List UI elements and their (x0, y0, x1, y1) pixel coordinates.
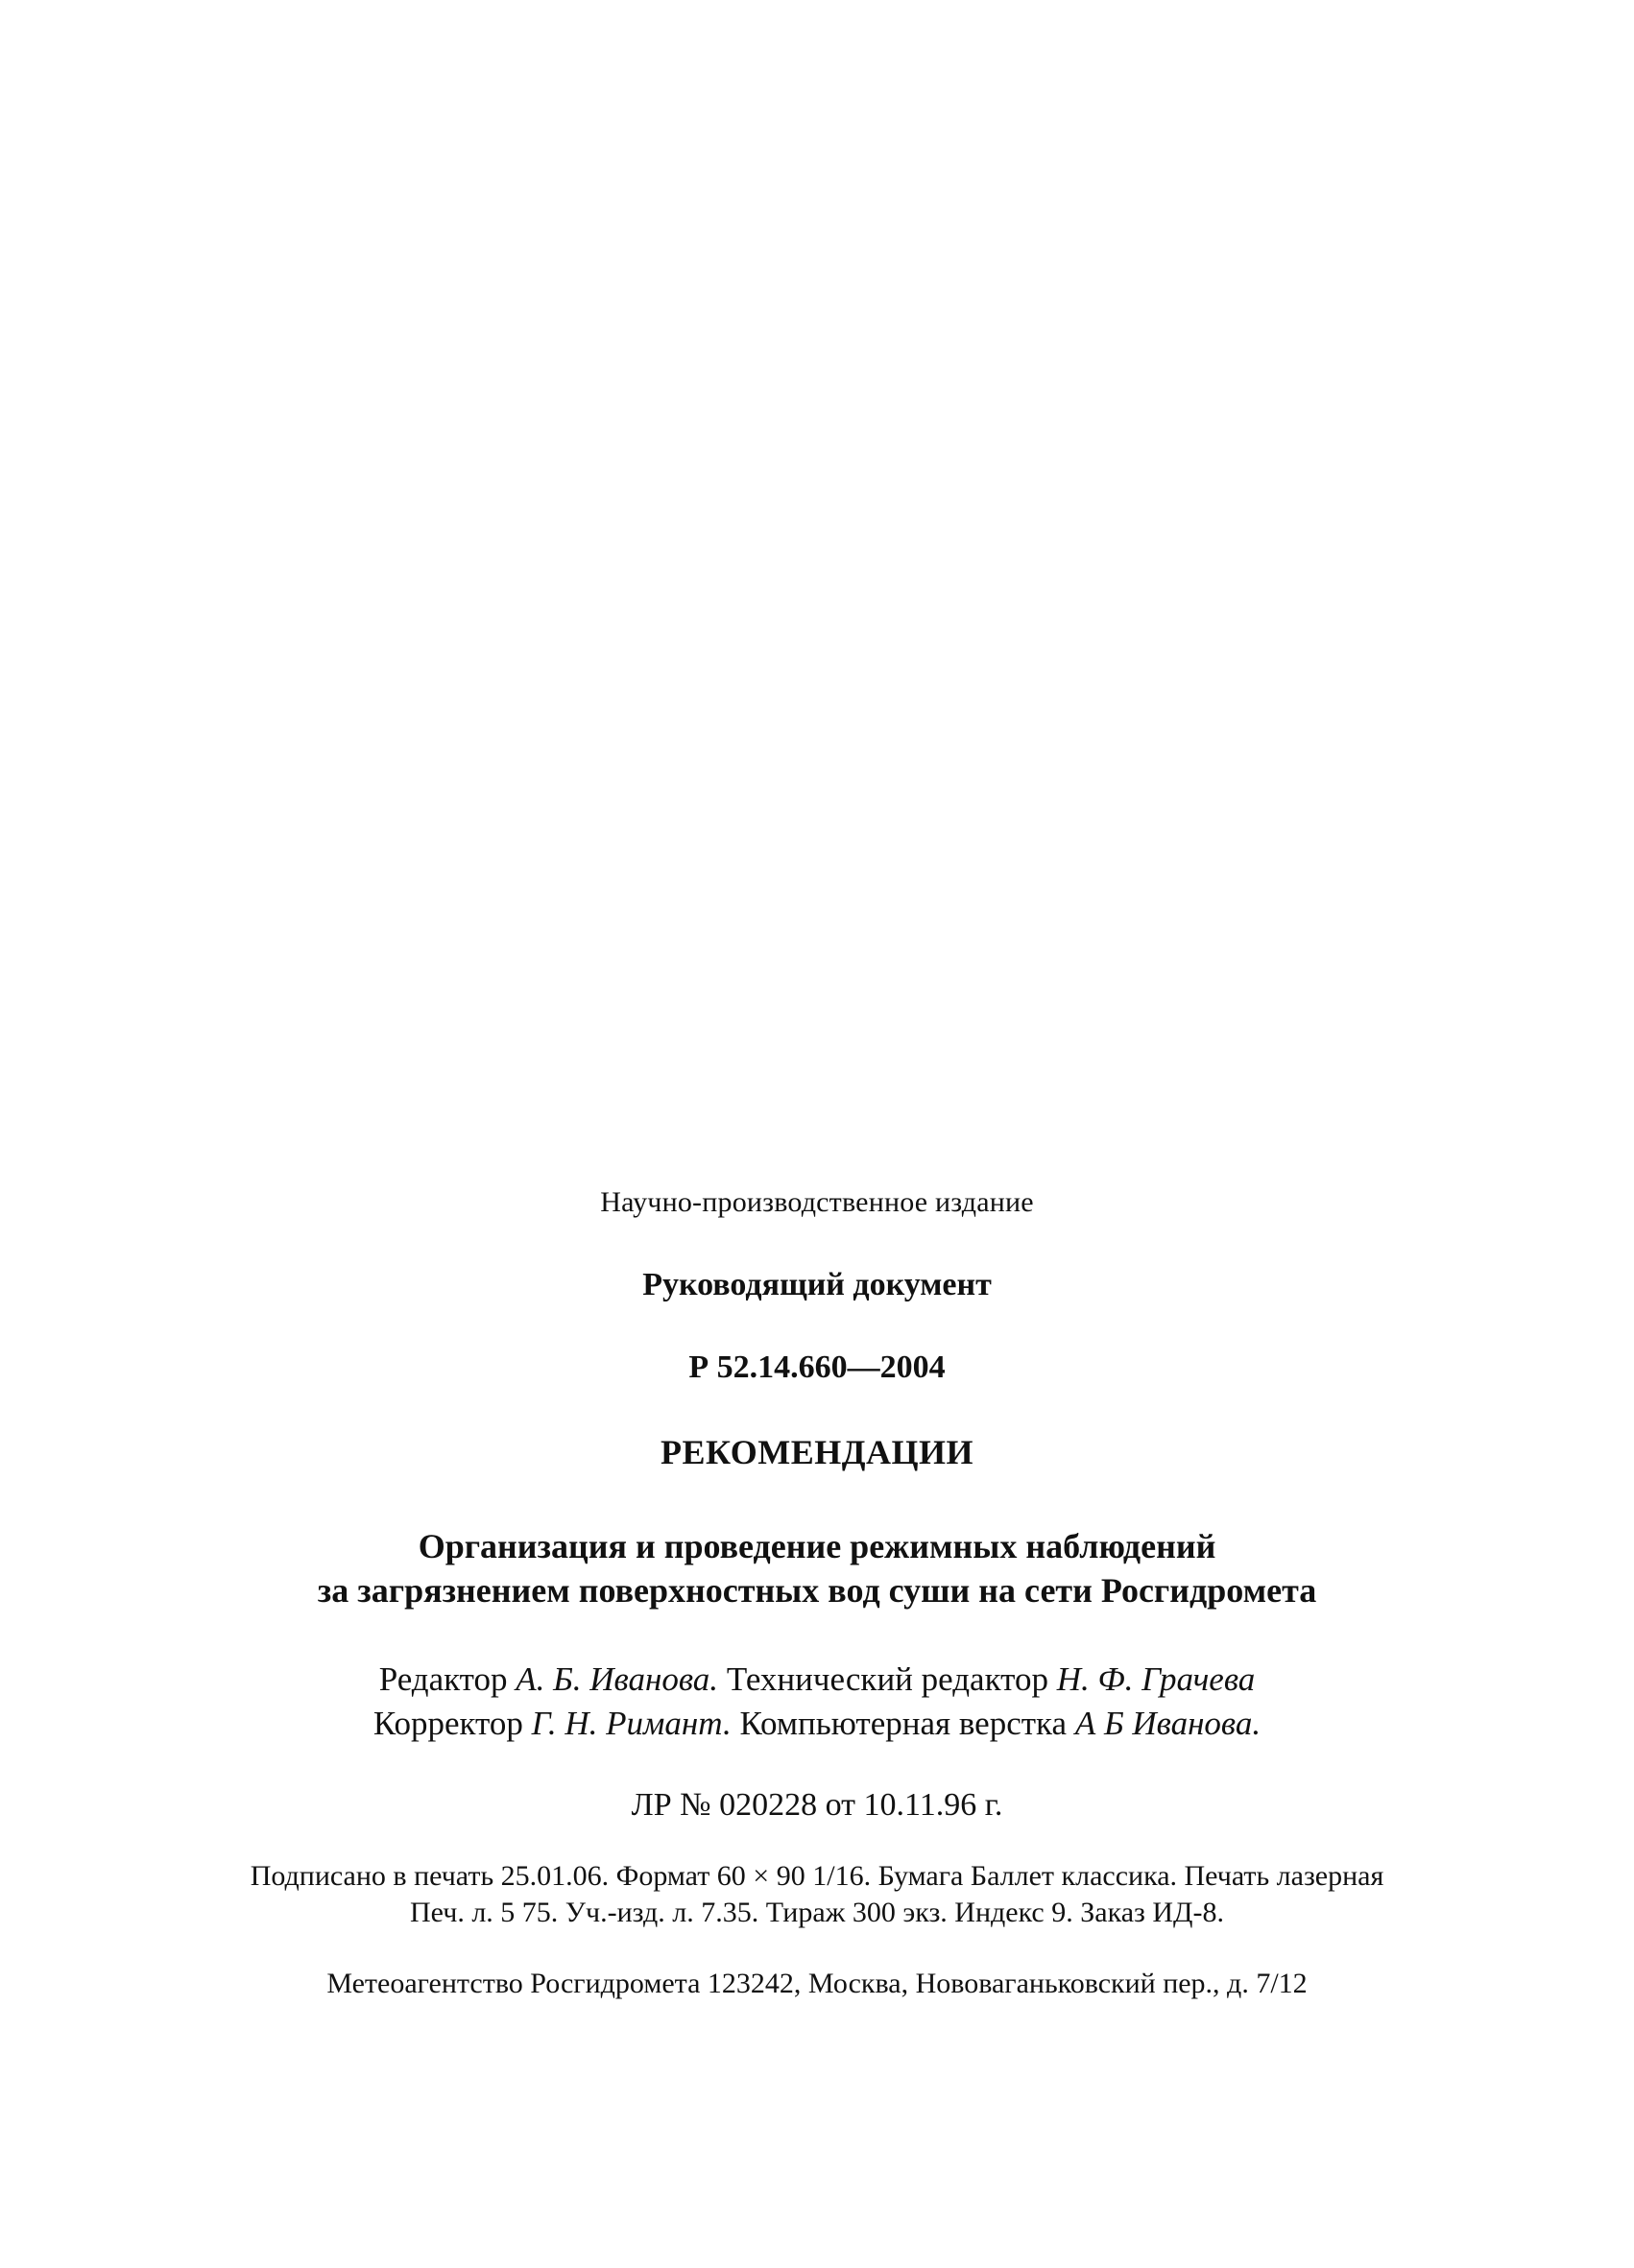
edition-type: Научно-производственное издание (600, 1186, 1034, 1218)
editor-name: А. Б. Иванова. (516, 1660, 719, 1698)
tech-editor-role: Технический редактор (718, 1660, 1057, 1698)
license-number: ЛР № 020228 от 10.11.96 г. (631, 1787, 1003, 1823)
document-title-line-2: за загрязнением поверхностных вод суши на сети Росгидромета (317, 1571, 1317, 1610)
document-title-line-1: Организация и проведение режимных наблюдений (418, 1527, 1216, 1565)
editor-role: Редактор (378, 1660, 517, 1698)
document-number: Р 52.14.660—2004 (688, 1349, 946, 1385)
print-info-line-2: Печ. л. 5 75. Уч.-изд. л. 7.35. Тираж 300 экз. Индекс 9. Заказ ИД-8. (410, 1897, 1224, 1928)
document-type: Руководящий документ (642, 1267, 992, 1302)
tech-editor-name: Н. Ф. Грачева (1056, 1660, 1256, 1698)
layout-name: А Б Иванова. (1074, 1705, 1262, 1742)
credits-line-2 (0, 1705, 1634, 1743)
layout-role: Компьютерная верстка (731, 1705, 1075, 1742)
credits-line-1 (0, 1660, 1634, 1699)
proofreader-name: Г. Н. Римант. (531, 1705, 732, 1742)
publisher-address: Метеоагентство Росгидромета 123242, Москва, Нововаганьковский пер., д. 7/12 (326, 1968, 1308, 1999)
proofreader-role: Корректор (372, 1705, 532, 1742)
document-kind: РЕКОМЕНДАЦИИ (661, 1433, 973, 1471)
print-info-line-1: Подписано в печать 25.01.06. Формат 60 × 90 1/16. Бумага Баллет классика. Печать лазерная (250, 1860, 1384, 1892)
